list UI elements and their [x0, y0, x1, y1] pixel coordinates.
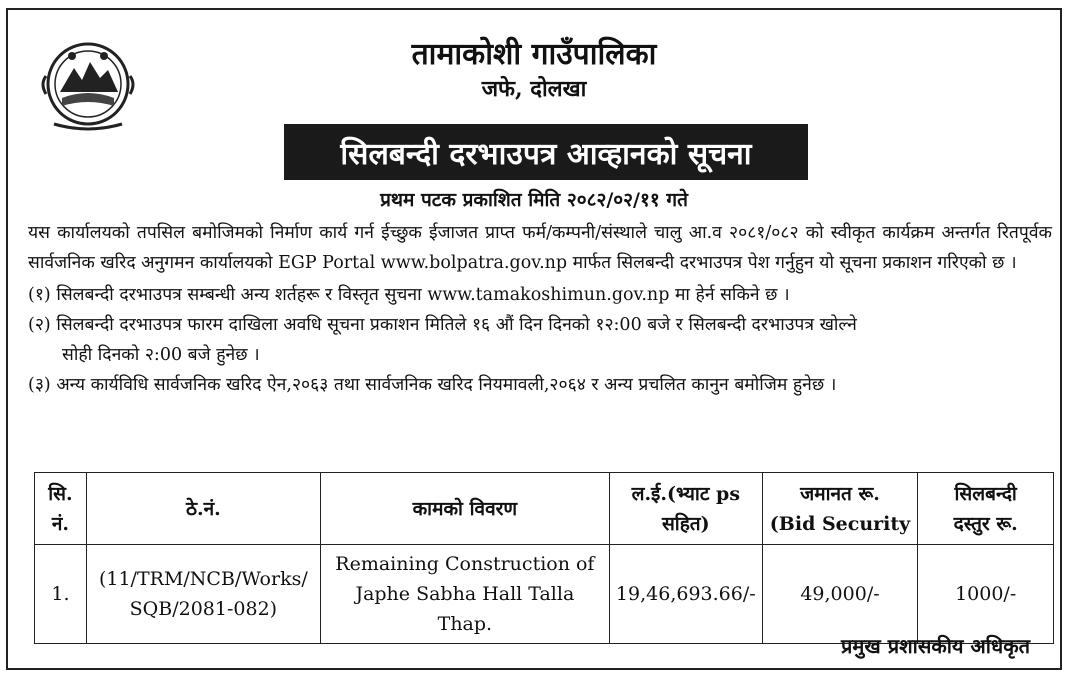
condition-item-1: (१) सिलबन्दी दरभाउपत्र सम्बन्धी अन्य शर्तहरू र विस्तृत सुचना www.tamakoshimun.gov.np मा हेर्न सकिने छ ।: [28, 285, 790, 305]
header-cost-estimate: ल.ई.(भ्याट ps सहित): [609, 473, 762, 545]
tender-table: [34, 472, 1054, 644]
notice-title-banner: सिलबन्दी दरभाउपत्र आव्हानको सूचना: [284, 124, 808, 180]
title-block: [8, 36, 1060, 104]
condition-item-2: (२) सिलबन्दी दरभाउपत्र फारम दाखिला अवधि सूचना प्रकाशन मितिले १६ औं दिन दिनको १२:00 बजे र सिलबन्दी दरभाउपत्र खोल्ने: [28, 315, 857, 335]
organization-address: जफे, दोलखा: [481, 76, 587, 102]
header-bid-security: जमानत रू. (Bid Security: [762, 473, 918, 545]
intro-paragraph: यस कार्यालयको तपसिल बमोजिमको निर्माण कार्य गर्न ईच्छुक ईजाजत प्राप्त फर्म/कम्पनी/संस्थाले चालु आ.व २०८१/०८२ को स्वीकृत कार्यक्रम अन्तर्गत रितपूर्वक सार्वजनिक खरिद अनुगमन कार्यालयको EGP Portal www.bolpatra.gov.np मार्फत सिलबन्दी दरभाउपत्र पेश गर्नुहुन यो सूचना प्रकाशन गरिएको छ ।: [28, 223, 1052, 273]
header-serial-number: सि. नं.: [35, 473, 87, 545]
cell-sealed-fee: 1000/-: [918, 545, 1054, 644]
condition-item-2-continued: सोही दिनको २:00 बजे हुनेछ ।: [62, 345, 260, 365]
table-row: [35, 545, 1054, 644]
header-work-description: कामको विवरण: [320, 473, 609, 545]
table-header-row: [35, 473, 1054, 545]
condition-item-3: (३) अन्य कार्यविधि सार्वजनिक खरिद ऐन,२०६३ तथा सार्वजनिक खरिद नियमावली,२०६४ र अन्य प्रचलित कानुन बमोजिम हुनेछ ।: [28, 375, 837, 395]
cell-serial-number: 1.: [35, 545, 87, 644]
cell-cost-estimate: 19,46,693.66/-: [609, 545, 762, 644]
cell-bid-security: 49,000/-: [762, 545, 918, 644]
published-date: प्रथम पटक प्रकाशित मिति २०८२/०२/११ गते: [380, 189, 688, 211]
cell-work-description: Remaining Construction of Japhe Sabha Hall Talla Thap.: [320, 545, 609, 644]
notice-frame: [6, 8, 1062, 670]
header-contract-number: ठे.नं.: [86, 473, 320, 545]
cell-contract-number: (11/TRM/NCB/Works/ SQB/2081-082): [86, 545, 320, 644]
header-sealed-fee: सिलबन्दी दस्तुर रू.: [918, 473, 1054, 545]
notice-body: [28, 218, 1052, 400]
organization-name: तामाकोशी गाउँपालिका: [411, 37, 657, 72]
signature-title: प्रमुख प्रशासकीय अधिकृत: [841, 634, 1030, 658]
